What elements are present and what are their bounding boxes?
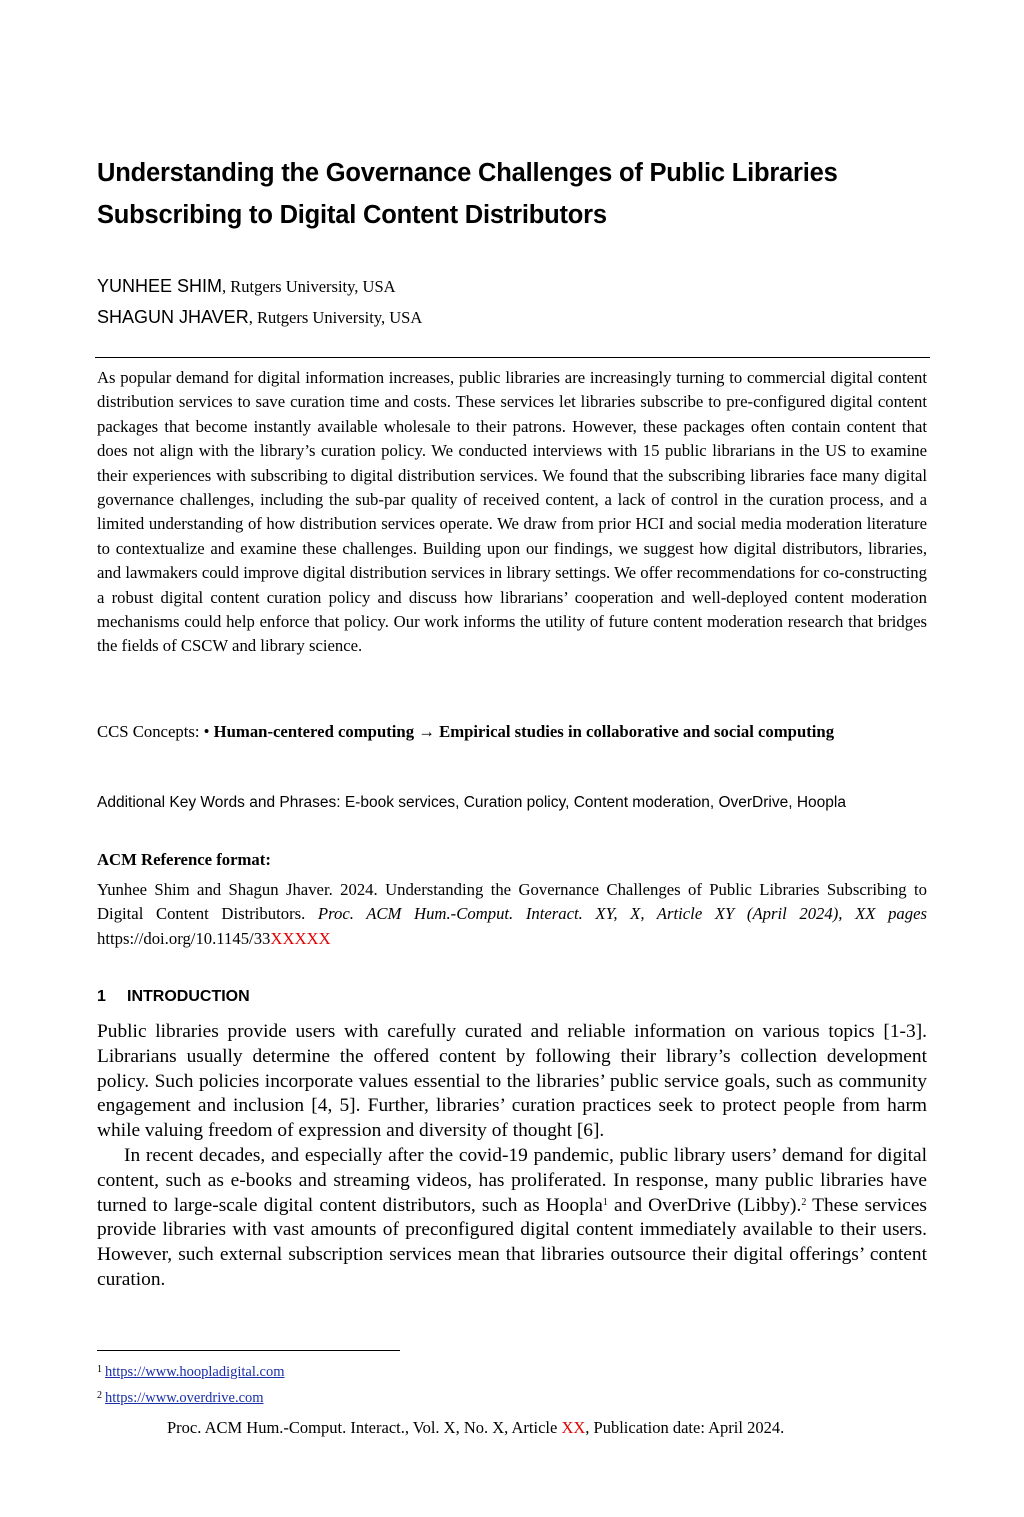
ccs-bullet: • [203,722,210,741]
acm-reference-citation: Yunhee Shim and Shagun Jhaver. 2024. Understanding the Governance Challenges of Public Libraries Subscribing to Digital Content Distributors. [97,880,927,924]
footnote-1 [97,1358,285,1384]
intro-paragraph-2-part-a: In recent decades, and especially after the covid-19 pandemic, public library users’ demand for digital content, such as e-books and streaming videos, has proliferated. In response, many public libraries have turned to large-scale digital content distributors, such as Hoopla [97,1144,927,1216]
acm-reference-doi: https://doi.org/10.1145/33 [97,928,271,948]
acm-reference-heading: ACM Reference format: [97,850,271,869]
section-number: 1 [97,988,106,1005]
intro-paragraph-2-part-b: and OverDrive (Libby). [607,1194,802,1216]
author-name: YUNHEE SHIM [97,276,223,296]
author-affiliation: , Rutgers University, USA [248,308,423,327]
paper-title-line-2: Subscribing to Digital Content Distributors [97,201,607,229]
page-footer [167,1416,784,1440]
intro-paragraph-2 [97,1144,927,1293]
author-list [97,271,927,333]
footnote-link-overdrive[interactable]: https://www.overdrive.com [105,1390,264,1406]
intro-paragraph-1: Public libraries provide users with carefully curated and reliable information on various topics [1-3]. Librarians usually determine the offered content by following their library’s collection development policy. Such policies incorporate values essential to the libraries’ public service goals, such as community engagement and inclusion [4, 5]. Further, libraries’ curation practices seek to protect people from harm while valuing freedom of expression and diversity of thought [6]. [97,1021,927,1142]
ccs-subconcept: Empirical studies in collaborative and social computing [439,722,835,741]
ccs-concepts [97,720,927,744]
keywords: Additional Key Words and Phrases: E-book services, Curation policy, Content moderation, OverDrive, Hoopla [97,794,846,811]
author-1 [97,271,927,302]
abstract: As popular demand for digital information increases, public libraries are increasingly turning to commercial digital content distribution services to save curation time and costs. These services let libraries subscribe to pre-configured digital content packages that become instantly available wholesale to their patrons. However, these packages often contain content that does not align with the library’s curation policy. We conducted interviews with 15 public librarians in the US to examine their experiences with subscribing to digital distribution services. We found that the subscribing libraries face many digital governance challenges, including the sub-par quality of received content, a lack of control in the curation process, and a limited understanding of how distribution services operate. We draw from prior HCI and social media moderation literature to contextualize and examine these challenges. Building upon our findings, we suggest how digital distributors, libraries, and lawmakers could improve digital distribution services in library settings. We offer recommendations for co-constructing a robust digital content curation policy and discuss how librarians’ cooperation and well-deployed content moderation mechanisms could help enforce that policy. Our work informs the utility of future content moderation research that bridges the fields of CSCW and library science. [97,368,927,656]
author-2 [97,302,927,333]
intro-paragraph-2-part-c: These services provide libraries with vast amounts of preconfigured digital content immediately available to their users. However, such external subscription services mean that libraries outsource their digital offerings’ content curation. [97,1194,927,1290]
acm-reference-doi-placeholder: XXXXX [270,928,331,948]
ccs-label: CCS Concepts: [97,722,204,741]
paper-title [97,152,927,236]
header-divider [95,357,930,358]
footer-article-placeholder: XX [561,1418,586,1437]
acm-reference [97,878,927,951]
author-name: SHAGUN JHAVER [97,307,249,327]
ccs-concept: Human-centered computing [213,722,415,741]
footer-text-before: Proc. ACM Hum.-Comput. Interact., Vol. X, No. X, Article [167,1418,562,1437]
footnote-mark: 1 [97,1364,102,1375]
ccs-arrow: → [418,722,435,741]
footnotes [97,1358,285,1410]
footnote-link-hoopla[interactable]: https://www.hoopladigital.com [105,1364,285,1380]
footnote-ref-1[interactable]: 1 [602,1196,608,1208]
author-affiliation: , Rutgers University, USA [222,277,396,296]
paper-title-line-1: Understanding the Governance Challenges of Public Libraries [97,159,838,187]
section-heading [97,985,250,1009]
section-title: INTRODUCTION [127,988,250,1005]
footnote-ref-2[interactable]: 2 [801,1196,807,1208]
footnote-2 [97,1384,285,1410]
acm-reference-venue: Proc. ACM Hum.-Comput. Interact. XY, X, Article XY (April 2024), XX pages [317,904,927,924]
footer-text-after: , Publication date: April 2024. [585,1418,785,1437]
footnote-mark: 2 [97,1390,102,1401]
introduction-body [97,1020,927,1293]
footnote-divider [97,1350,400,1351]
